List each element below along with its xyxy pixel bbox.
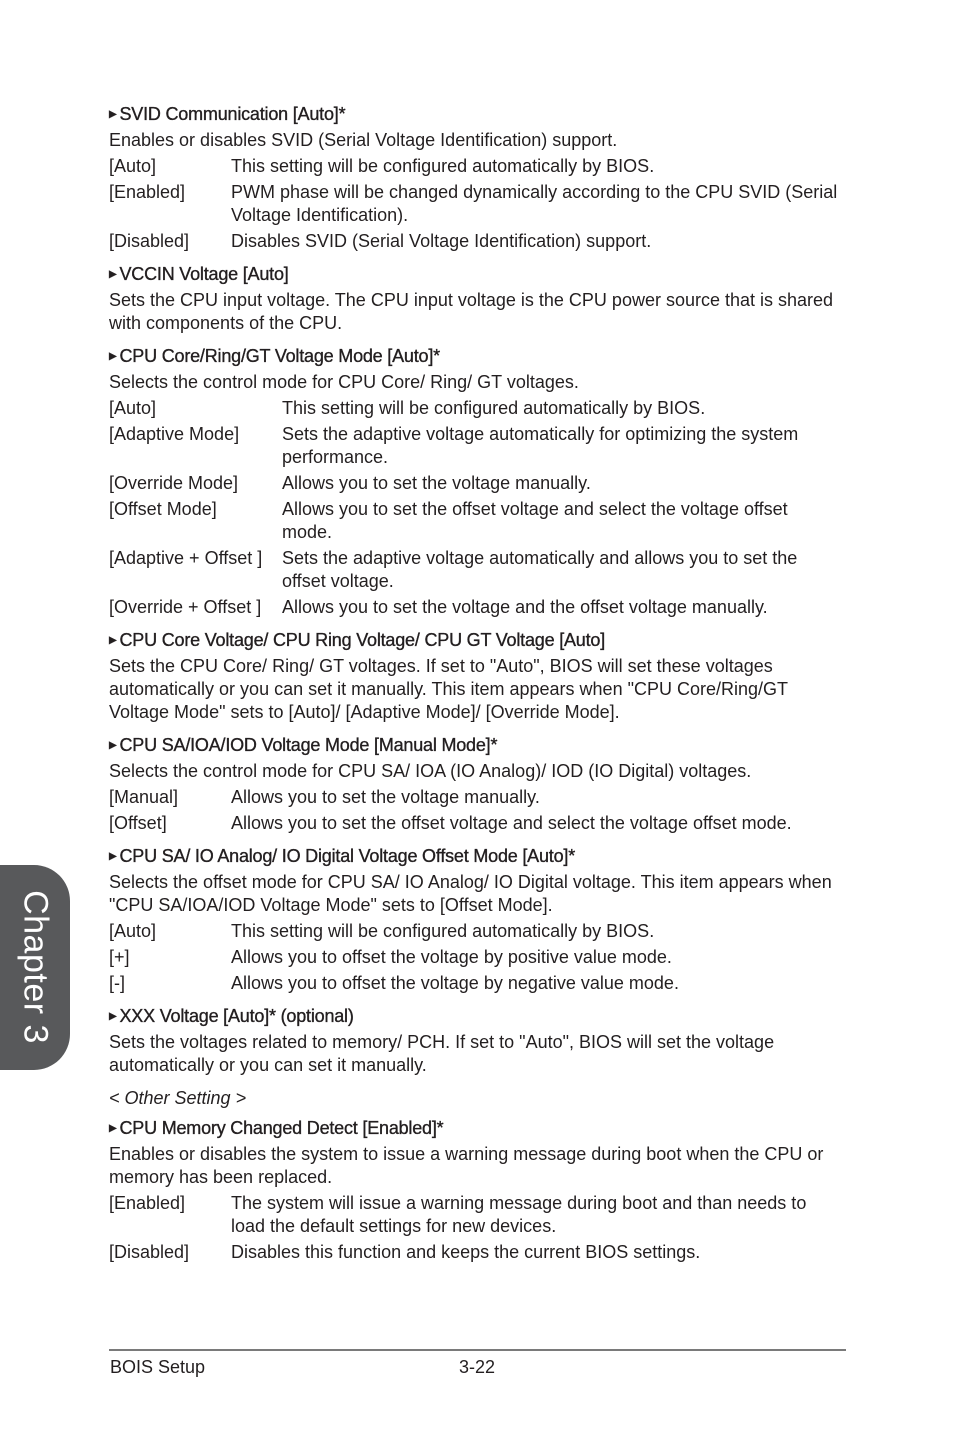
triangle-bullet-icon: ▶: [109, 1123, 117, 1134]
option-key: [Override Mode]: [109, 473, 239, 493]
option-key: [Disabled]: [109, 231, 190, 251]
other-setting-subheading: < Other Setting >: [109, 1088, 247, 1108]
section-description: Selects the offset mode for CPU SA/ IO Analog/ IO Digital voltage. This item appears when "CPU SA/IOA/IOD Voltage Mode" sets to [Offset Mode].: [109, 872, 832, 915]
option-key: [Enabled]: [109, 1193, 186, 1213]
footer-section-name: BOIS Setup: [110, 1357, 206, 1377]
section-title: ▶ CPU Memory Changed Detect [Enabled]*: [109, 1118, 444, 1138]
section-description: Selects the control mode for CPU Core/ Ring/ GT voltages.: [109, 372, 579, 392]
triangle-bullet-icon: ▶: [109, 851, 117, 862]
option-value: This setting will be configured automatically by BIOS.: [231, 156, 655, 176]
footer-divider: [109, 1349, 846, 1351]
section-sa-ioa-iod-voltage-mode: [109, 734, 839, 835]
section-description: Sets the CPU Core/ Ring/ GT voltages. If set to "Auto", BIOS will set these voltages automatically or you can set it manually. This item appears when "CPU Core/Ring/GT Voltage Mode" sets to [Auto]/ [Adaptive Mode]/ [Override Mode].: [109, 656, 788, 722]
section-memory-changed-detect: [109, 1117, 839, 1264]
option-row: [109, 812, 839, 835]
triangle-bullet-icon: ▶: [109, 1011, 117, 1022]
option-key: [Adaptive Mode]: [109, 424, 240, 444]
option-value: Allows you to offset the voltage by negative value mode.: [231, 973, 679, 993]
section-description: Sets the voltages related to memory/ PCH. If set to "Auto", BIOS will set the voltage automatically or you can set it manually.: [109, 1032, 775, 1075]
option-value: Allows you to offset the voltage by positive value mode.: [231, 947, 672, 967]
option-row: [109, 230, 839, 253]
triangle-bullet-icon: ▶: [109, 351, 117, 362]
option-value: Allows you to set the voltage manually.: [231, 787, 540, 807]
option-key: [Offset]: [109, 813, 167, 833]
option-key: [Enabled]: [109, 182, 186, 202]
section-description: Enables or disables SVID (Serial Voltage Identification) support.: [109, 130, 618, 150]
triangle-bullet-icon: ▶: [109, 109, 117, 120]
option-row: [109, 397, 839, 420]
triangle-bullet-icon: ▶: [109, 269, 117, 280]
option-key: [Manual]: [109, 787, 179, 807]
section-description: Enables or disables the system to issue a warning message during boot when the CPU or memory has been replaced.: [109, 1144, 824, 1187]
section-title: ▶ CPU SA/IOA/IOD Voltage Mode [Manual Mode]*: [109, 735, 498, 755]
option-row: [109, 155, 839, 178]
option-value: Sets the adaptive voltage automatically and allows you to set the offset voltage.: [282, 548, 798, 591]
option-row: [109, 946, 839, 969]
option-value: Sets the adaptive voltage automatically for optimizing the system performance.: [282, 424, 799, 467]
option-value: Disables this function and keeps the current BIOS settings.: [231, 1242, 701, 1262]
option-value: The system will issue a warning message during boot and than needs to load the default settings for new devices.: [231, 1193, 807, 1236]
option-row: [109, 972, 839, 995]
section-svid-communication: [109, 103, 839, 253]
option-key: [Auto]: [109, 156, 157, 176]
section-core-ring-gt-voltage-mode: [109, 345, 839, 619]
option-value: Allows you to set the voltage manually.: [282, 473, 591, 493]
section-description: Selects the control mode for CPU SA/ IOA (IO Analog)/ IOD (IO Digital) voltages.: [109, 761, 752, 781]
section-sa-io-offset-mode: [109, 845, 839, 995]
triangle-bullet-icon: ▶: [109, 740, 117, 751]
option-row: [109, 472, 839, 495]
option-key: [Override + Offset ]: [109, 597, 262, 617]
section-core-ring-gt-voltage: [109, 629, 839, 724]
section-title: ▶ CPU Core/Ring/GT Voltage Mode [Auto]*: [109, 346, 440, 366]
section-xxx-voltage: [109, 1005, 839, 1077]
option-row: [109, 181, 839, 227]
section-title: ▶ SVID Communication [Auto]*: [109, 104, 346, 124]
option-row: [109, 547, 839, 593]
option-value: Allows you to set the offset voltage and select the voltage offset mode.: [282, 499, 788, 542]
chapter-side-tab: [0, 865, 70, 1070]
section-title: ▶ CPU SA/ IO Analog/ IO Digital Voltage Offset Mode [Auto]*: [109, 846, 576, 866]
option-value: This setting will be configured automatically by BIOS.: [231, 921, 655, 941]
option-row: [109, 1241, 839, 1264]
triangle-bullet-icon: ▶: [109, 635, 117, 646]
option-key: [Auto]: [109, 921, 157, 941]
option-row: [109, 423, 839, 469]
option-value: PWM phase will be changed dynamically according to the CPU SVID (Serial Voltage Identification).: [231, 182, 838, 225]
option-value: Disables SVID (Serial Voltage Identification) support.: [231, 231, 652, 251]
section-title: ▶ VCCIN Voltage [Auto]: [109, 264, 289, 284]
option-key: [Adaptive + Offset ]: [109, 548, 263, 568]
option-value: This setting will be configured automatically by BIOS.: [282, 398, 706, 418]
option-value: Allows you to set the offset voltage and select the voltage offset mode.: [231, 813, 792, 833]
option-row: [109, 498, 839, 544]
section-description: Sets the CPU input voltage. The CPU input voltage is the CPU power source that is shared with components of the CPU.: [109, 290, 834, 333]
option-row: [109, 920, 839, 943]
option-row: [109, 786, 839, 809]
section-vccin-voltage: [109, 263, 839, 335]
option-key: [Offset Mode]: [109, 499, 217, 519]
option-value: Allows you to set the voltage and the offset voltage manually.: [282, 597, 768, 617]
chapter-tab-label: Chapter 3: [16, 890, 55, 1044]
option-row: [109, 1192, 839, 1238]
option-key: [Disabled]: [109, 1242, 190, 1262]
footer-page-number: 3-22: [459, 1357, 496, 1377]
option-row: [109, 596, 839, 619]
option-key: [+]: [109, 947, 130, 967]
page-content: [109, 103, 839, 1267]
option-key: [Auto]: [109, 398, 157, 418]
section-title: ▶ CPU Core Voltage/ CPU Ring Voltage/ CPU GT Voltage [Auto]: [109, 630, 606, 650]
option-key: [-]: [109, 973, 125, 993]
section-title: ▶ XXX Voltage [Auto]* (optional): [109, 1006, 354, 1026]
